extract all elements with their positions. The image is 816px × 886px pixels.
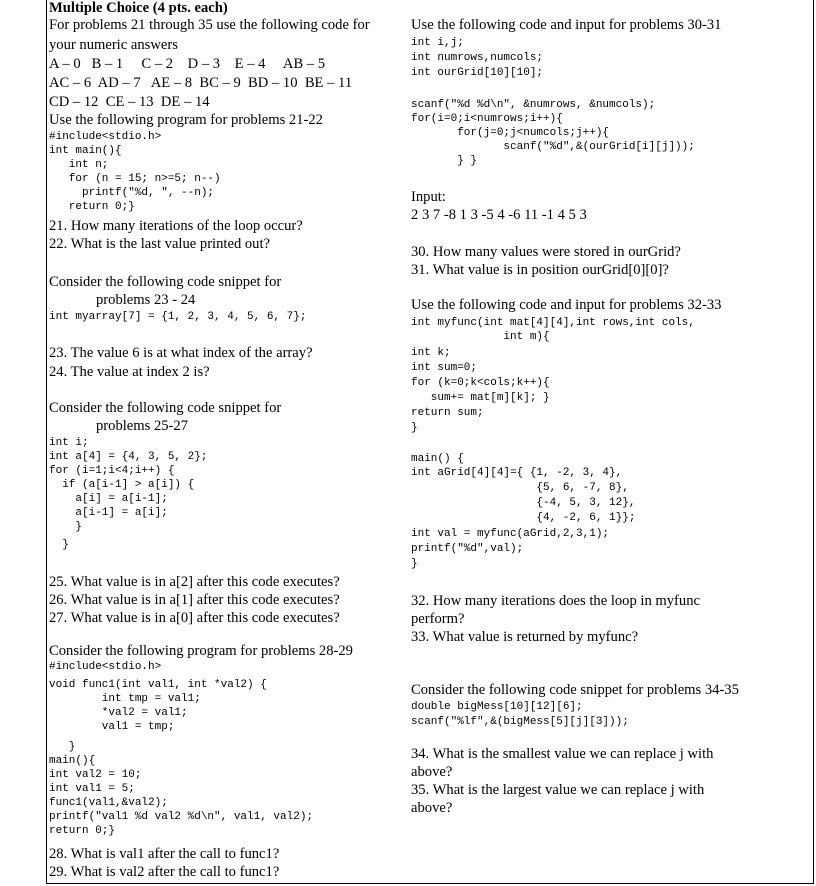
p28-code-line: #include<stdio.h> <box>49 661 162 673</box>
p30-code-line: scanf("%d",&(ourGrid[i][j])); <box>411 141 695 153</box>
p32-code-line: {4, -2, 6, 1}}; <box>411 512 636 524</box>
p32-code-line: for (k=0;k<cols;k++){ <box>411 377 550 389</box>
p21-code-line: for (n = 15; n>=5; n--) <box>49 173 221 185</box>
p32-code-line: int sum=0; <box>411 362 478 374</box>
p28-code-line: main(){ <box>49 755 96 767</box>
p30-code-line: int ourGrid[10][10]; <box>411 67 544 79</box>
p23-intro-line-2: problems 23 - 24 <box>96 292 196 308</box>
question-27: 27. What value is in a[0] after this code executes? <box>49 610 340 626</box>
p25-intro-line-2: problems 25-27 <box>96 418 189 434</box>
p32-intro: Use the following code and input for problems 32-33 <box>411 297 722 313</box>
p30-code-line: int numrows,numcols; <box>411 52 544 64</box>
p32-code-line: int m){ <box>411 331 550 343</box>
p28-code-line: void func1(int val1, int *val2) { <box>49 679 267 691</box>
question-34: 34. What is the smallest value we can replace j with <box>411 746 714 762</box>
question-26: 26. What value is in a[1] after this code executes? <box>49 592 340 608</box>
answer-key-row-3: CD – 12 CE – 13 DE – 14 <box>49 94 210 110</box>
p21-code-line: #include<stdio.h> <box>49 131 162 143</box>
p32-code-line: int k; <box>411 347 451 359</box>
p30-code-line: for(i=0;i<numrows;i++){ <box>411 113 563 125</box>
p30-input-label: Input: <box>411 189 446 205</box>
p28-code-line: int val2 = 10; <box>49 769 142 781</box>
question-31: 31. What value is in position ourGrid[0][0]? <box>411 262 669 278</box>
p32-code-line: sum+= mat[m][k]; } <box>411 392 550 404</box>
p25-code-line: for (i=1;i<4;i++) { <box>49 465 175 477</box>
p28-code-line: } <box>49 741 76 753</box>
p28-code-line: int tmp = val1; <box>49 693 201 705</box>
p25-code-line: int a[4] = {4, 3, 5, 2}; <box>49 451 208 463</box>
p32-code-line: int myfunc(int mat[4][4],int rows,int cols, <box>411 317 695 329</box>
question-32: 32. How many iterations does the loop in myfunc <box>411 593 700 609</box>
p28-code-line: *val2 = val1; <box>49 707 188 719</box>
question-32-cont: perform? <box>411 611 465 627</box>
p32-code-line: int aGrid[4][4]={ {1, -2, 3, 4}, <box>411 467 623 479</box>
p34-code-line: double bigMess[10][12][6]; <box>411 701 583 713</box>
p21-intro: Use the following program for problems 21-22 <box>49 112 323 128</box>
p21-code-line: printf("%d, ", --n); <box>49 187 215 199</box>
p32-code-line: return sum; <box>411 407 484 419</box>
question-35: 35. What is the largest value we can replace j with <box>411 782 705 798</box>
p23-code-line: int myarray[7] = {1, 2, 3, 4, 5, 6, 7}; <box>49 311 307 323</box>
p32-code-line: {-4, 5, 3, 12}, <box>411 497 636 509</box>
p28-code-line: printf("val1 %d val2 %d\n", val1, val2); <box>49 811 314 823</box>
p25-code-line: a[i-1] = a[i]; <box>49 507 168 519</box>
question-23: 23. The value 6 is at what index of the array? <box>49 345 313 361</box>
question-33: 33. What value is returned by myfunc? <box>411 629 639 645</box>
p30-code-line: for(j=0;j<numcols;j++){ <box>411 127 610 139</box>
p25-code-line: if (a[i-1] > a[i]) { <box>49 479 195 491</box>
p28-code-line: func1(val1,&val2); <box>49 797 168 809</box>
question-34-cont: above? <box>411 764 453 780</box>
p25-code-line: } <box>49 521 83 533</box>
answer-key-row-2: AC – 6 AD – 7 AE – 8 BC – 9 BD – 10 BE – 11 <box>49 75 353 91</box>
section-header: Multiple Choice (4 pts. each) <box>49 0 228 16</box>
question-25: 25. What value is in a[2] after this code executes? <box>49 574 340 590</box>
p30-input-values: 2 3 7 -8 1 3 -5 4 -6 11 -1 4 5 3 <box>411 207 587 223</box>
p32-code-line: main() { <box>411 453 464 465</box>
p28-code-line: return 0;} <box>49 825 116 837</box>
p32-code-line: {5, 6, -7, 8}, <box>411 482 629 494</box>
p30-intro: Use the following code and input for problems 30-31 <box>411 17 722 33</box>
p25-code-line: int i; <box>49 437 89 449</box>
p28-code-line: val1 = tmp; <box>49 721 175 733</box>
p32-code-line: } <box>411 558 418 570</box>
p25-code-line: a[i] = a[i-1]; <box>49 493 168 505</box>
p32-code-line: printf("%d",val); <box>411 543 524 555</box>
p21-code-line: int main(){ <box>49 145 122 157</box>
question-29: 29. What is val2 after the call to func1? <box>49 864 280 880</box>
p32-code-line: } <box>411 422 418 434</box>
question-30: 30. How many values were stored in ourGrid? <box>411 244 681 260</box>
intro-line-1: For problems 21 through 35 use the following code for <box>49 17 370 33</box>
p34-intro: Consider the following code snippet for problems 34-35 <box>411 682 739 698</box>
question-28: 28. What is val1 after the call to func1? <box>49 846 280 862</box>
p25-intro-line-1: Consider the following code snippet for <box>49 400 282 416</box>
question-24: 24. The value at index 2 is? <box>49 364 210 380</box>
p30-code-line: scanf("%d %d\n", &numrows, &numcols); <box>411 99 656 111</box>
p21-code-line: return 0;} <box>49 201 135 213</box>
p32-code-line: int val = myfunc(aGrid,2,3,1); <box>411 528 610 540</box>
question-35-cont: above? <box>411 800 453 816</box>
p23-intro-line-1: Consider the following code snippet for <box>49 274 282 290</box>
intro-line-2: your numeric answers <box>49 37 178 53</box>
p28-intro: Consider the following program for problems 28-29 <box>49 643 353 659</box>
question-22: 22. What is the last value printed out? <box>49 236 271 252</box>
p21-code-line: int n; <box>49 159 109 171</box>
p34-code-line: scanf("%lf",&(bigMess[5][j][3])); <box>411 716 629 728</box>
p25-code-line: } <box>49 539 69 551</box>
answer-key-row-1: A – 0 B – 1 C – 2 D – 3 E – 4 AB – 5 <box>49 56 326 72</box>
question-21: 21. How many iterations of the loop occur? <box>49 218 303 234</box>
p30-code-line: int i,j; <box>411 37 464 49</box>
p28-code-line: int val1 = 5; <box>49 783 135 795</box>
p30-code-line: } } <box>411 155 478 167</box>
